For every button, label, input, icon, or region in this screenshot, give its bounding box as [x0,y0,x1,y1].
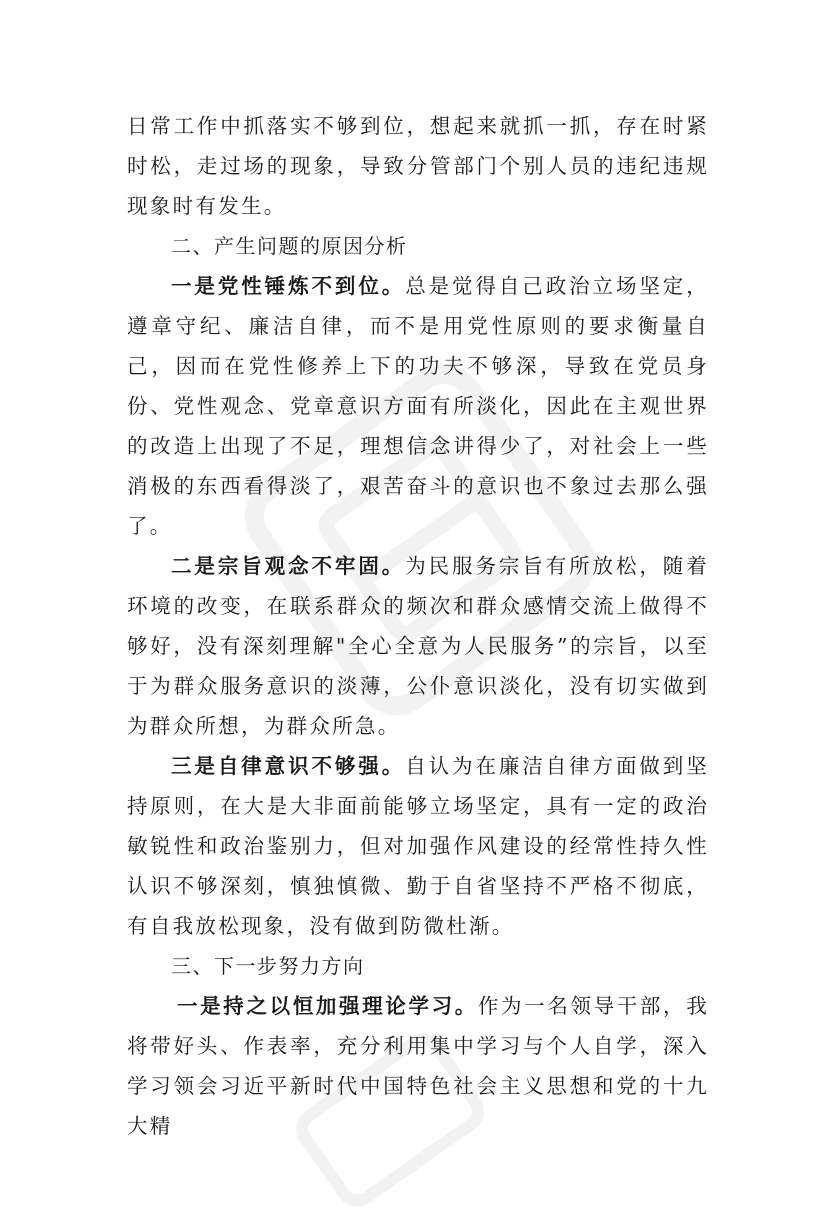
paragraph-continued: 日常工作中抓落实不够到位，想起来就抓一抓，存在时紧时松，走过场的现象，导致分管部门个别人员的违纪违规现象时有发生。 [127,114,709,218]
paragraph-lead: 二是宗旨观念不牢固。 [171,554,406,578]
paragraph-body: 总是觉得自己政治立场坚定，遵章守纪、廉洁自律，而不是用党性原则的要求衡量自己，因而在党性修养上下的功夫不够深，导致在党员身份、党性观念、党章意识方面有所淡化，因此在主观世界的改造上出现了不足，理想信念讲得少了，对社会上一些消极的东西看得淡了，艰苦奋斗的意识也不象过去那么强了。 [127,274,710,538]
paragraph-theory-study [127,986,709,1146]
paragraph-lead: 一是持之以恒加强理论学习。 [177,994,478,1018]
paragraph-self-discipline [127,746,709,946]
section-heading-causes: 二、产生问题的原因分析 [171,234,408,258]
paragraph-purpose [127,546,709,746]
paragraph-body: 作为一名领导干部，我将带好头、作表率，充分利用集中学习与个人自学，深入学习领会习近平新时代中国特色社会主义思想和党的十九大精 [127,994,709,1138]
paragraph-body: 自认为在廉洁自律方面做到坚持原则，在大是大非面前能够立场坚定，具有一定的政治敏锐性和政治鉴别力，但对加强作风建设的经常性持久性认识不够深刻，慎独慎微、勤于自省坚持不严格不彻底，有自我放松现象，没有做到防微杜渐。 [127,754,710,938]
paragraph-body: 为民服务宗旨有所放松，随着环境的改变，在联系群众的频次和群众感情交流上做得不够好，没有深刻理解"全心全意为人民服务”的宗旨，以至于为群众服务意识的淡薄，公仆意识淡化，没有切实做到为群众所想，为群众所急。 [127,554,710,738]
paragraph-party-spirit [127,266,709,546]
document-body [127,106,709,1146]
paragraph-lead: 一是党性锤炼不到位。 [171,274,406,298]
section-heading-next-steps: 三、下一步努力方向 [171,954,365,978]
paragraph-lead: 三是自律意识不够强。 [171,754,406,778]
